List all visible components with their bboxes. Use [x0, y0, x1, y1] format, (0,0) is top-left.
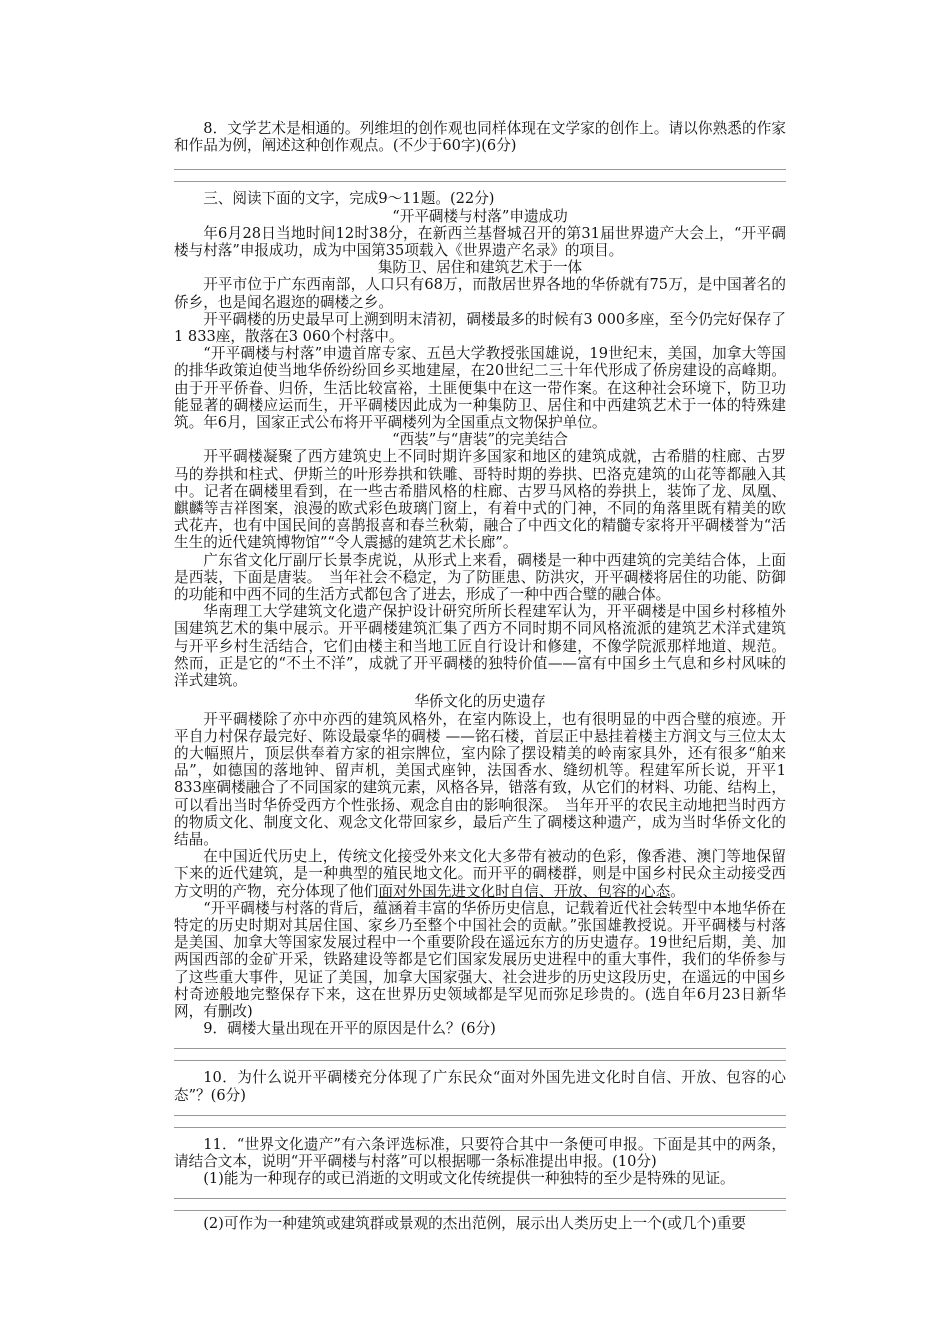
paragraph-8-end: 。: [670, 882, 685, 900]
answer-line[interactable]: [174, 1199, 786, 1211]
paragraph-8-text: 在中国近代历史上，传统文化接受外来文化大多带有被动的色彩，像香港、澳门等地保留下来的近代建筑，是一种典型的殖民地文化。而开平的碉楼群，则是中国乡村民众主动接受西方文明的产物，充分体现了他们: [174, 848, 786, 900]
answer-line[interactable]: [174, 1116, 786, 1128]
subheading-1: 集防卫、居住和建筑艺术于一体: [377, 259, 583, 277]
answer-line[interactable]: [174, 170, 786, 182]
answer-line[interactable]: [174, 1187, 786, 1199]
article-intro: 年6月28日当地时间12时38分，在新西兰基督城召开的第31届世界遗产大会上，“开平碉楼与村落”申报成功，成为中国第35项载入《世界遗产名录》的项目。: [174, 224, 786, 260]
paragraph-4: 开平碉楼凝聚了西方建筑史上不同时期许多国家和地区的建筑成就，古希腊的柱廊、古罗马的券拱和柱式、伊斯兰的叶形券拱和铁雕、哥特时期的券拱、巴洛克建筑的山花等都融入其中。记者在碉楼里看到，在一些古希腊风格的柱廊、古罗马风格的券拱上，装饰了龙、凤凰、麒麟等吉祥图案，浪漫的欧式彩色玻璃门窗上，有着中式的门神，不同的角落里既有精美的欧式花卉，也有中国民间的喜鹊报喜和春兰秋菊，融合了中西文化的精髓专家将开平碉楼誉为“活生生的近代建筑博物馆”“令人震撼的建筑艺术长廊”。: [174, 448, 786, 552]
question-11-item-1: (1)能为一种现存的或已消逝的文明或文化传统提供一种独特的至少是特殊的见证。: [203, 1170, 735, 1188]
question-11: 11．“世界文化遗产”有六条评选标准，只要符合其中一条便可申报。下面是其中的两条，请结合文本，说明“开平碉楼与村落”可以根据哪一条标准提出申报。(10分): [174, 1135, 786, 1170]
paragraph-6: 华南理工大学建筑文化遗产保护设计研究所所长程建军认为，开平碉楼是中国乡村移植外国建筑艺术的集中展示。开平碉楼建筑汇集了西方不同时期不同风格流派的建筑艺术洋式建筑与开平乡村生活结合，它们由楼主和当地工匠自行设计和修建，不像学院派那样地道、规范。然而，正是它的“不土不洋”，成就了开平碉楼的独特价值——富有中国乡土气息和乡村风味的洋式建筑。: [174, 603, 786, 690]
paragraph-1: 开平市位于广东西南部，人口只有68万，而散居世界各地的华侨就有75万，是中国著名的侨乡，也是闻名遐迩的碉楼之乡。: [174, 276, 786, 311]
underlined-phrase: 面对外国先进文化时自信、开放、包容的心态: [378, 882, 671, 900]
subheading-3: 华侨文化的历史遗存: [414, 693, 546, 711]
answer-line[interactable]: [174, 1049, 786, 1061]
paragraph-7: 开平碉楼除了亦中亦西的建筑风格外，在室内陈设上，也有很明显的中西合璧的痕迹。开平自力村保存最完好、陈设最豪华的碉楼 ——铭石楼，首层正中悬挂着楼主方润文与三位太太的大幅照片，顶层供奉着方家的祖宗牌位，室内除了摆设精美的岭南家具外，还有很多“舶来品”，如德国的落地钟、留声机，美国式座钟，法国香水、缝纫机等。程建军所长说，开平1 833座碉楼融合了不同国家的建筑元素，风格各异，错落有致，从它们的材料、功能、结构上，可以看出当时华侨受西方个性张扬、观念自由的影响很深。 当年开平的农民主动地把当时西方的物质文化、制度文化、观念文化带回家乡，最后产生了碉楼这种遗产，成为当时华侨文化的结晶。: [174, 710, 786, 848]
subheading-2: “西装”与“唐装”的完美结合: [392, 431, 568, 449]
answer-line[interactable]: [174, 1037, 786, 1049]
paragraph-2: 开平碉楼的历史最早可上溯到明末清初，碉楼最多的时候有3 000多座，至今仍完好保存了1 833座，散落在3 060个村落中。: [174, 310, 786, 346]
question-11-item-2: (2)可作为一种建筑或建筑群或景观的杰出范例，展示出人类历史上一个(或几个)重要: [203, 1215, 747, 1233]
question-9: 9．碉楼大量出现在开平的原因是什么？(6分): [203, 1020, 496, 1038]
paragraph-3: “开平碉楼与村落”申遗首席专家、五邑大学教授张国雄说，19世纪末，美国，加拿大等国的排华政策迫使当地华侨纷纷回乡买地建屋，在20世纪二三十年代形成了侨房建设的高峰期。由于开平侨眷、归侨，生活比较富裕，土匪便集中在这一带作案。在这种社会环境下，防卫功能显著的碉楼应运而生，开平碉楼因此成为一种集防卫、居住和中西建筑艺术于一体的特殊建筑。年6月，国家正式公布将开平碉楼列为全国重点文物保护单位。: [174, 345, 786, 432]
document-page: [174, 120, 786, 1233]
article-title: “开平碉楼与村落”申遗成功: [392, 207, 568, 225]
paragraph-5: 广东省文化厅副厅长景李虎说，从形式上来看，碉楼是一种中西建筑的完美结合体，上面是西装，下面是唐装。 当年社会不稳定，为了防匪患、防洪灾，开平碉楼将居住的功能、防御的功能和中西不同的生活方式都包含了进去，形成了一种中西合璧的融合体。: [174, 551, 786, 604]
question-8: 8．文学艺术是相通的。列维坦的创作观也同样体现在文学家的创作上。请以你熟悉的作家和作品为例，阐述这种创作观点。(不少于60字)(6分): [174, 120, 786, 155]
question-10: 10．为什么说开平碉楼充分体现了广东民众“面对外国先进文化时自信、开放、包容的心态”？(6分): [174, 1069, 786, 1104]
section-instruction: 三、阅读下面的文字，完成9～11题。(22分): [203, 190, 495, 208]
paragraph-8: [174, 848, 786, 900]
answer-line[interactable]: [174, 158, 786, 170]
paragraph-9: “开平碉楼与村落的背后，蕴涵着丰富的华侨历史信息，记载着近代社会转型中本地华侨在特定的历史时期对其居住国、家乡乃至整个中国社会的贡献。”张国雄教授说。开平碉楼与村落是美国、加拿大等国家发展过程中一个重要阶段在遥远东方的历史遗存。19世纪后期，美、加两国西部的金矿开采，铁路建设等都是它们国家发展历史进程中的重大事件，我们的华侨参与了这些重大事件，见证了美国，加拿大国家强大、社会进步的历史这段历史，在遥远的中国乡村奇迹般地完整保存下来，这在世界历史领域都是罕见而弥足珍贵的。(选自年6月23日新华网，有删改): [174, 899, 786, 1020]
answer-line[interactable]: [174, 1104, 786, 1116]
